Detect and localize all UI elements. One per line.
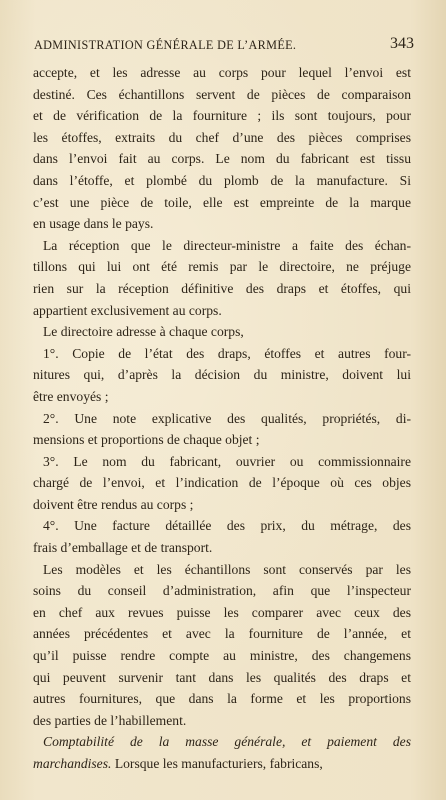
text-line: dans l’envoi fait au corps. Le nom du fabricant est tissu: [33, 151, 411, 167]
text-line: rien sur la réception définitive des draps et étoffes, qui: [33, 280, 411, 296]
text-line: [33, 753, 411, 775]
text-line: La réception que le directeur-ministre a faite des échan-: [43, 237, 411, 253]
text-line: qui peuvent survenir tant dans les qualités des draps et: [33, 669, 411, 685]
text-line: mensions et proportions de chaque objet ;: [33, 432, 260, 448]
text-line: des parties de l’habillement.: [33, 712, 187, 728]
text-line: Les modèles et les échantillons sont conservés par les: [43, 561, 411, 577]
text-line: 1°. Copie de l’état des draps, étoffes et autres four-: [43, 345, 411, 361]
text-line: les étoffes, extraits du chef d’une des pièces comprises: [33, 129, 411, 145]
text-line: c’est une pièce de toile, elle est empreinte de la marque: [33, 194, 411, 210]
text-line: dans l’étoffe, et plombé du plomb de la manufacture. Si: [33, 172, 411, 188]
text-line: chargé de l’envoi, et l’indication de l’époque où ces objes: [33, 475, 411, 491]
text-line: 3°. Le nom du fabricant, ouvrier ou commissionnaire: [43, 453, 411, 469]
text-line: être envoyés ;: [33, 388, 109, 404]
text-line: soins du conseil d’administration, afin que l’inspecteur: [33, 583, 411, 599]
text-line: nitures qui, d’après la décision du ministre, doivent lui: [33, 367, 411, 383]
text-line: 4°. Une facture détaillée des prix, du métrage, des: [43, 518, 411, 534]
text-line: doivent être rendus au corps ;: [33, 496, 194, 512]
text-line: Le directoire adresse à chaque corps,: [43, 324, 244, 340]
text-line: [33, 731, 411, 753]
section-heading-italic-continued: marchandises.: [33, 756, 112, 771]
page-header: [34, 35, 414, 56]
page-number: 343: [390, 35, 414, 52]
running-head: ADMINISTRATION GÉNÉRALE DE L’ARMÉE.: [34, 38, 297, 52]
text-line: autres fournitures, que dans la forme et les proportions: [33, 691, 411, 707]
text-line: accepte, et les adresse au corps pour lequel l’envoi est: [33, 65, 411, 80]
text-line: en chef aux revues puisse les comparer avec ceux des: [33, 604, 411, 620]
body-text: [33, 62, 411, 775]
text-line: années précédentes et avec la fourniture de l’année, et: [33, 626, 411, 642]
text-line: qu’il puisse rendre compte au ministre, des changemens: [33, 648, 411, 664]
section-heading-italic: Comptabilité de la masse générale, et paiement des: [43, 734, 411, 750]
text-line: tillons qui lui ont été remis par le directoire, ne préjuge: [33, 259, 411, 275]
text-line: 2°. Une note explicative des qualités, propriétés, di-: [43, 410, 411, 426]
text-line: appartient exclusivement au corps.: [33, 302, 222, 318]
paragraph-text: Lorsque les manufacturiers, fabricans,: [111, 756, 323, 771]
text-line: en usage dans le pays.: [33, 216, 154, 232]
text-line: et de vérification de la fourniture ; ils sont toujours, pour: [33, 108, 411, 124]
text-line: destiné. Ces échantillons servent de pièces de comparaison: [33, 86, 411, 102]
text-line: frais d’emballage et de transport.: [33, 540, 213, 556]
